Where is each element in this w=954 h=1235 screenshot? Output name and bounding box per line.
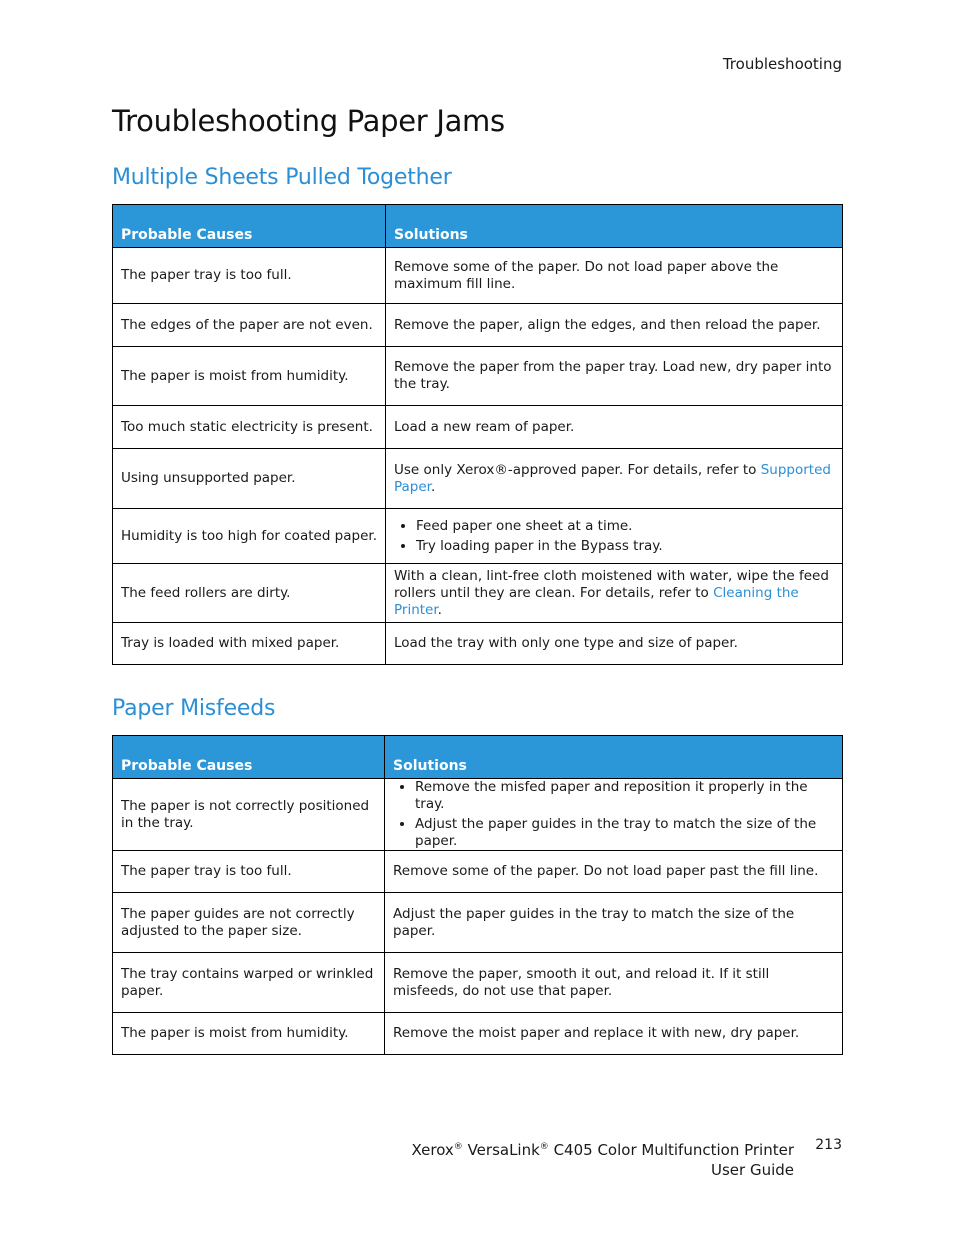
solution-text: With a clean, lint-free cloth moistened with water, wipe the feed rollers until they are clean. For details, refer to	[394, 567, 829, 601]
bullet-item: • Remove the misfed paper and reposition it properly in the tray.	[415, 779, 834, 813]
cause-cell: The paper guides are not correctly adjusted to the paper size.	[113, 893, 385, 953]
solution-text: Use only Xerox®-approved paper. For details, refer to	[394, 461, 761, 478]
cause-cell: The tray contains warped or wrinkled paper.	[113, 953, 385, 1013]
solution-cell: Adjust the paper guides in the tray to match the size of the paper.	[385, 893, 843, 953]
table-row	[113, 509, 843, 564]
table-row	[113, 623, 843, 665]
footer-model: C405 Color Multifunction Printer	[553, 1141, 794, 1159]
column-header-causes: Probable Causes	[113, 205, 386, 248]
bullet-item: • Adjust the paper guides in the tray to match the size of the paper.	[415, 816, 834, 850]
page-title: Troubleshooting Paper Jams	[112, 104, 505, 138]
cause-cell: Tray is loaded with mixed paper.	[113, 623, 386, 665]
footer-product: VersaLink	[467, 1141, 540, 1159]
solution-cell	[385, 779, 843, 851]
section-heading-multiple-sheets: Multiple Sheets Pulled Together	[112, 165, 452, 190]
column-header-causes: Probable Causes	[113, 736, 385, 779]
cause-cell: The paper tray is too full.	[113, 248, 386, 304]
page-number: 213	[815, 1137, 842, 1153]
table-row	[113, 347, 843, 406]
table-row	[113, 564, 843, 623]
cause-cell: Using unsupported paper.	[113, 449, 386, 509]
table-header-row	[113, 736, 843, 779]
table-row	[113, 1013, 843, 1055]
column-header-solutions: Solutions	[385, 736, 843, 779]
multiple-sheets-table	[112, 204, 843, 665]
solution-text-end: .	[431, 478, 436, 495]
cause-cell: The paper is moist from humidity.	[113, 1013, 385, 1055]
table-row	[113, 304, 843, 347]
table-row	[113, 248, 843, 304]
footer-guide: User Guide	[710, 1161, 794, 1179]
table-row	[113, 893, 843, 953]
table-row	[113, 851, 843, 893]
solution-cell	[386, 449, 843, 509]
cause-cell: Humidity is too high for coated paper.	[113, 509, 386, 564]
supported-paper-link[interactable]: Supported Paper	[394, 461, 831, 495]
cause-cell: The paper tray is too full.	[113, 851, 385, 893]
solution-cell: Remove the paper from the paper tray. Load new, dry paper into the tray.	[386, 347, 843, 406]
bullet-item: • Feed paper one sheet at a time.	[416, 518, 834, 535]
solution-cell: Remove some of the paper. Do not load paper above the maximum fill line.	[386, 248, 843, 304]
table-row	[113, 406, 843, 449]
registered-mark: ®	[539, 1142, 549, 1152]
footer-product-line	[412, 1137, 794, 1160]
solution-cell	[386, 564, 843, 623]
solution-cell: Remove some of the paper. Do not load paper past the fill line.	[385, 851, 843, 893]
page-footer	[412, 1137, 794, 1180]
solution-cell: Load the tray with only one type and size of paper.	[386, 623, 843, 665]
registered-mark: ®	[453, 1142, 463, 1152]
table-row	[113, 779, 843, 851]
table-row	[113, 953, 843, 1013]
cause-cell: The feed rollers are dirty.	[113, 564, 386, 623]
cause-cell: Too much static electricity is present.	[113, 406, 386, 449]
table-row	[113, 449, 843, 509]
solution-cell: Remove the paper, align the edges, and then reload the paper.	[386, 304, 843, 347]
section-heading-paper-misfeeds: Paper Misfeeds	[112, 696, 276, 721]
cause-cell: The paper is moist from humidity.	[113, 347, 386, 406]
solution-text-end: .	[437, 601, 442, 618]
cleaning-printer-link[interactable]: Cleaning the Printer	[394, 584, 799, 618]
running-header: Troubleshooting	[722, 55, 842, 73]
solution-cell: Load a new ream of paper.	[386, 406, 843, 449]
bullet-item: • Try loading paper in the Bypass tray.	[416, 538, 834, 555]
solution-cell: Remove the moist paper and replace it with new, dry paper.	[385, 1013, 843, 1055]
solution-cell	[386, 509, 843, 564]
column-header-solutions: Solutions	[386, 205, 843, 248]
solution-cell: Remove the paper, smooth it out, and reload it. If it still misfeeds, do not use that paper.	[385, 953, 843, 1013]
solution-bullet-list	[393, 779, 834, 850]
table-header-row	[113, 205, 843, 248]
cause-cell: The edges of the paper are not even.	[113, 304, 386, 347]
footer-brand: Xerox	[411, 1141, 454, 1159]
paper-misfeeds-table	[112, 735, 843, 1055]
solution-bullet-list	[394, 518, 834, 555]
cause-cell: The paper is not correctly positioned in the tray.	[113, 779, 385, 851]
